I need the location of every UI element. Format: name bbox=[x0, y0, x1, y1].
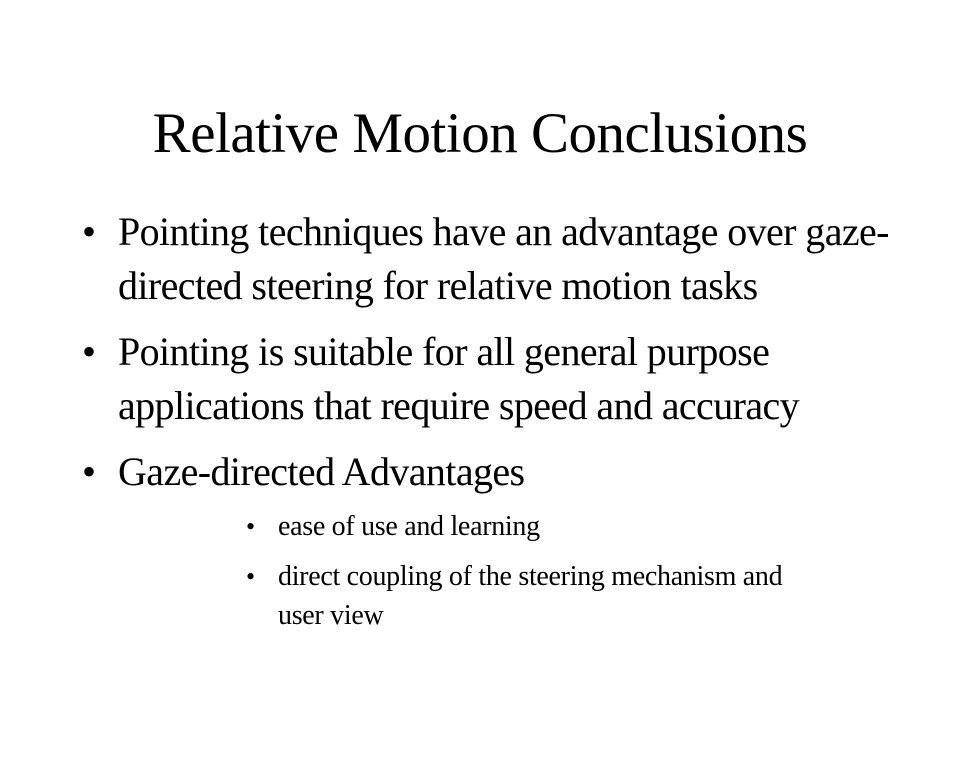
sub-bullet-item bbox=[118, 557, 920, 635]
bullet-list bbox=[0, 205, 960, 647]
bullet-text: Pointing techniques have an advantage over gaze-directed steering for relative motion tasks bbox=[118, 209, 889, 308]
bullet-dot-icon: • bbox=[82, 329, 96, 374]
bullet-item bbox=[0, 205, 960, 313]
bullet-text: Pointing is suitable for all general purpose applications that require speed and accuracy bbox=[118, 329, 800, 428]
bullet-item bbox=[0, 325, 960, 433]
sub-bullet-dot-icon: • bbox=[246, 562, 255, 591]
bullet-text: Gaze-directed Advantages bbox=[118, 449, 525, 494]
sub-bullet-dot-icon: • bbox=[246, 512, 255, 541]
sub-bullet-list bbox=[118, 507, 920, 635]
sub-bullet-text: ease of use and learning bbox=[278, 511, 540, 542]
bullet-item bbox=[0, 445, 960, 635]
bullet-dot-icon: • bbox=[82, 449, 96, 494]
bullet-dot-icon: • bbox=[82, 209, 96, 254]
sub-bullet-text: direct coupling of the steering mechanism and user view bbox=[278, 561, 783, 631]
sub-bullet-item bbox=[118, 507, 920, 546]
slide-title: Relative Motion Conclusions bbox=[152, 102, 808, 165]
